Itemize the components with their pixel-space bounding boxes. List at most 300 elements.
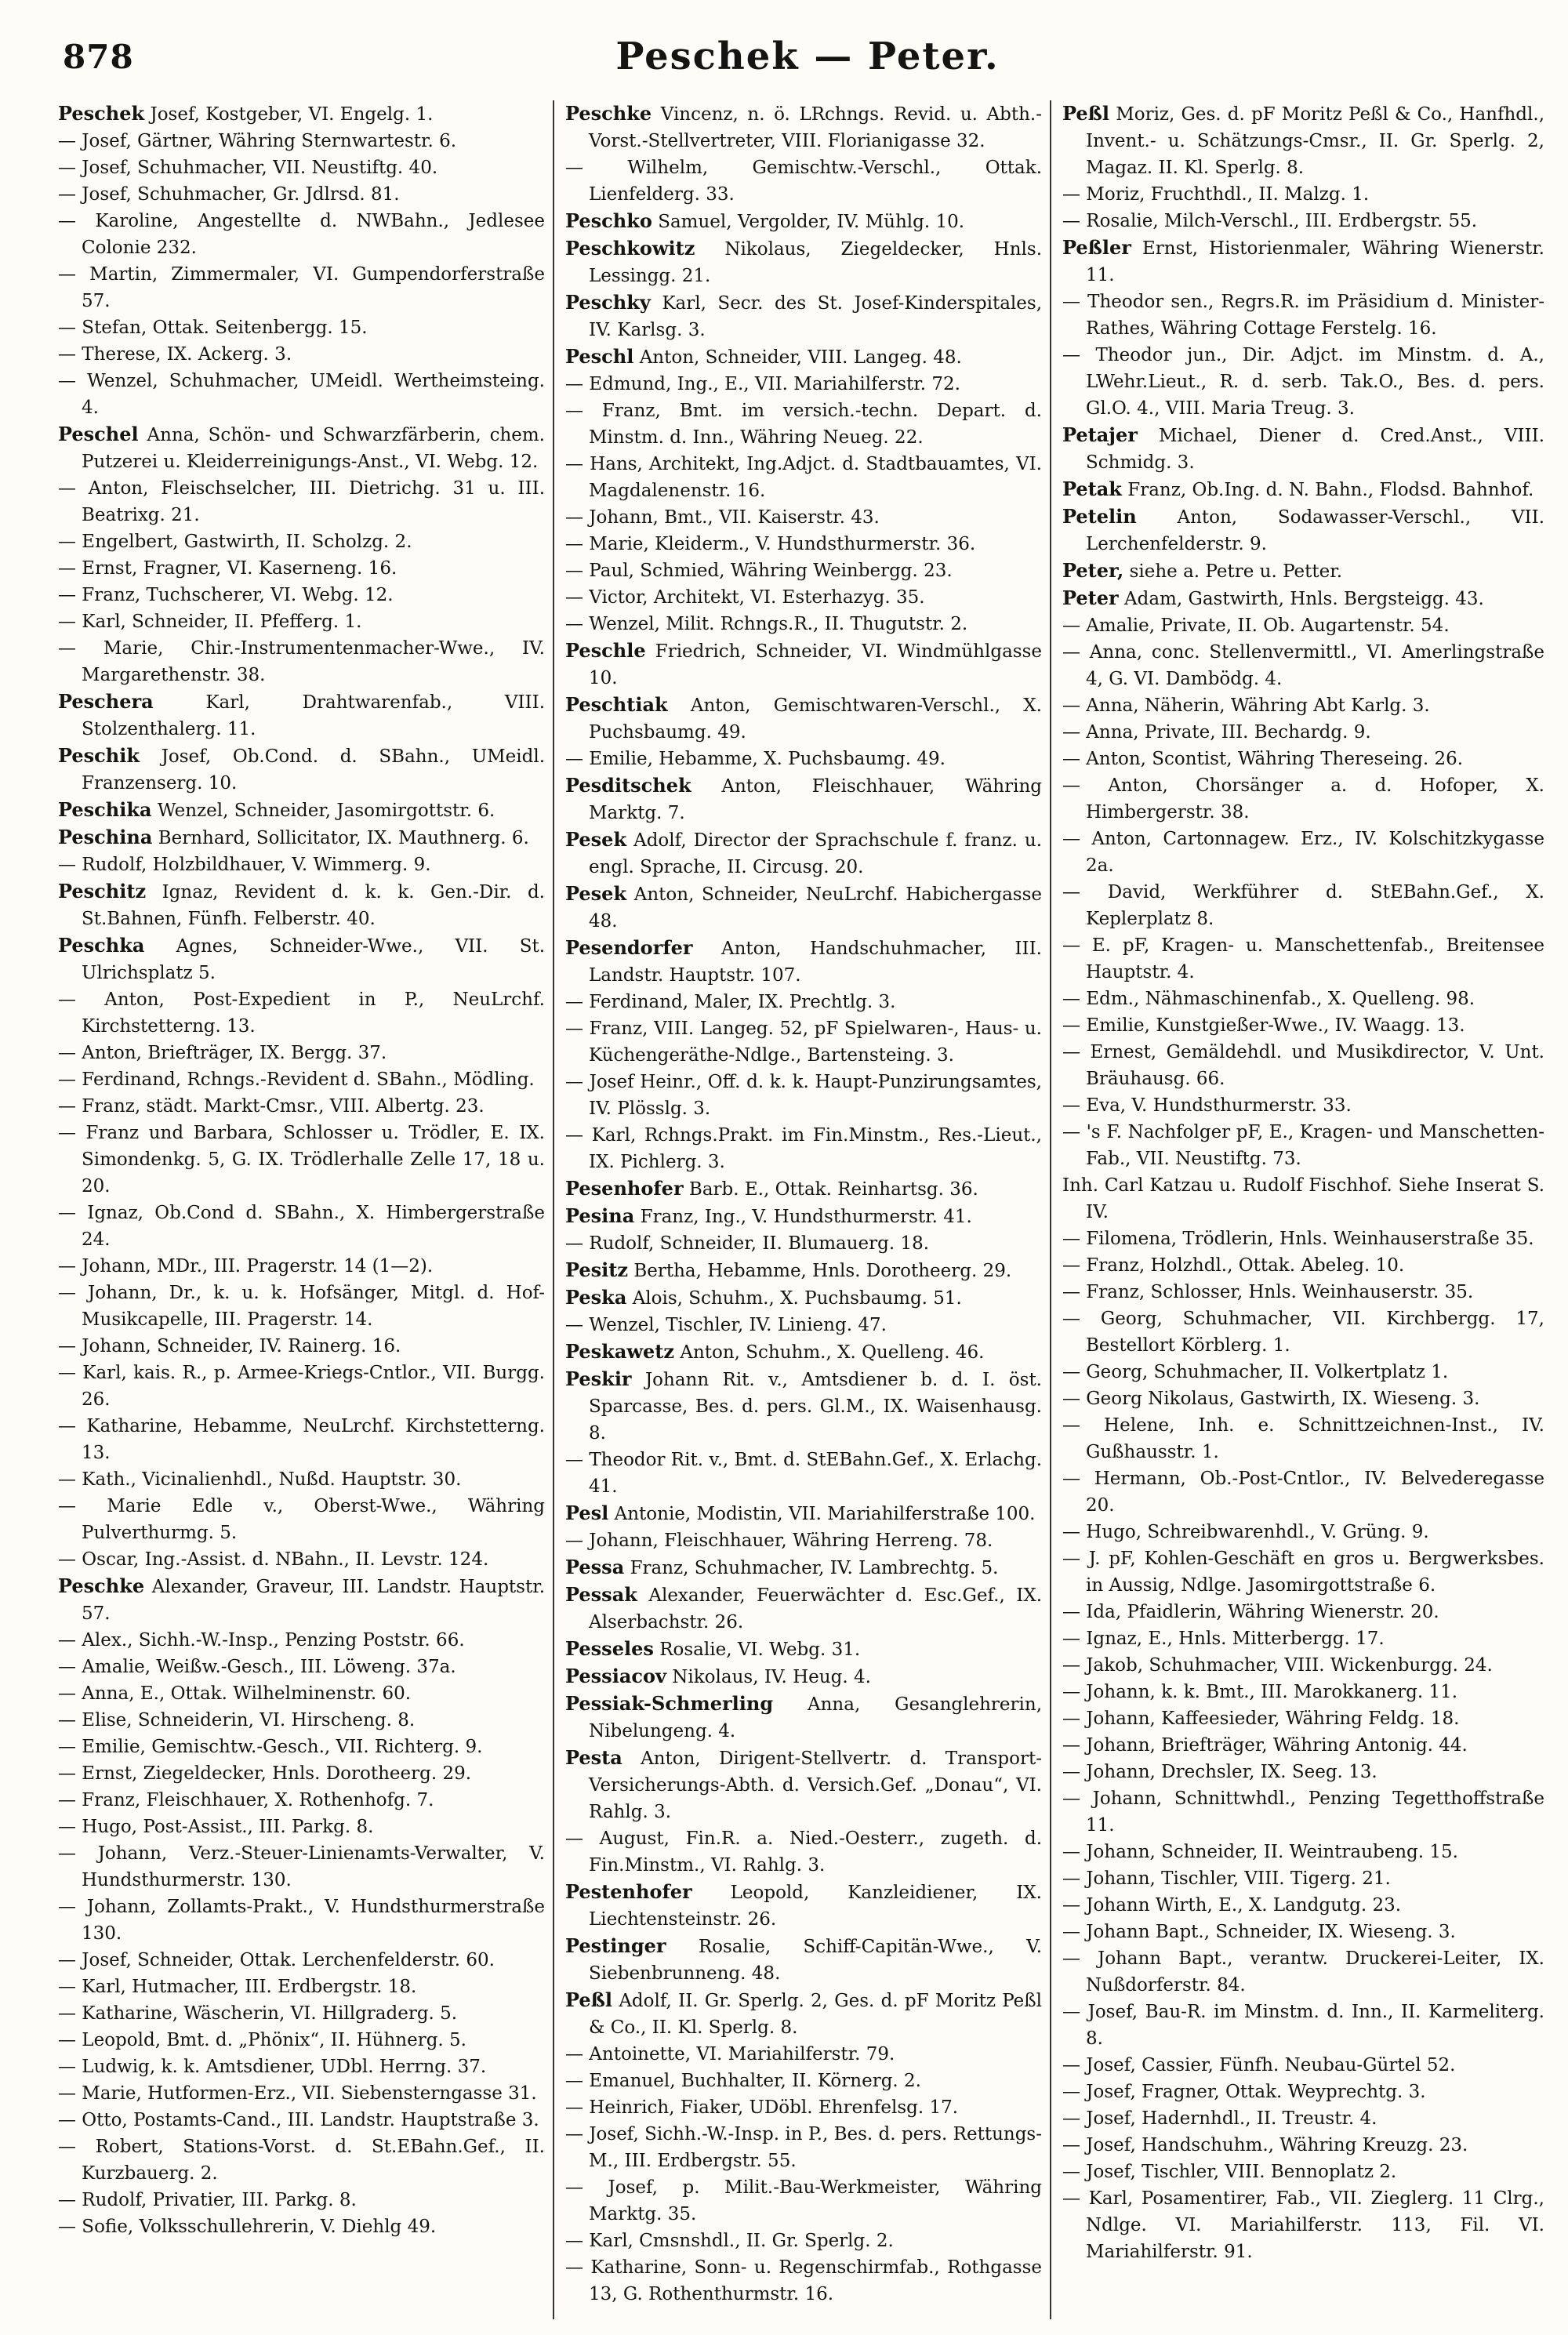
entry-text: Adolf, Director der Sprachschule f. franz. u. engl. Sprache, II. Circusg. 20. [589, 830, 1043, 877]
entry-text: — Wenzel, Schuhmacher, UMeidl. Wertheimsteing. 4. [58, 371, 545, 418]
directory-entry [565, 1338, 1042, 1366]
entry-surname: Pesendorfer [565, 936, 693, 959]
directory-entry [565, 1500, 1042, 1527]
entry-text: — Marie, Chir.-Instrumentenmacher-Wwe., IV. Margarethenstr. 38. [58, 638, 545, 685]
entry-surname: Pesenhofer [565, 1177, 684, 1200]
directory-entry [565, 611, 1042, 637]
directory-entry [58, 1627, 545, 1654]
entry-surname: Pesek [565, 828, 627, 851]
directory-entry [1062, 1945, 1544, 1999]
directory-entry [1062, 879, 1544, 932]
entry-text: — Johann, Briefträger, Währing Antonig. 44. [1062, 1735, 1468, 1756]
entry-text: — Edm., Nähmaschinenfab., X. Quelleng. 98. [1062, 989, 1475, 1009]
entry-text: — Josef Heinr., Off. d. k. k. Haupt-Punzirungsamtes, IV. Plösslg. 3. [565, 1072, 1042, 1119]
directory-entry [58, 555, 545, 582]
directory-entry [1062, 1839, 1544, 1865]
directory-entry [1062, 1625, 1544, 1652]
directory-entry [58, 1466, 545, 1493]
directory-entry [58, 743, 545, 797]
entry-text: Barb. E., Ottak. Reinhartsg. 36. [688, 1179, 978, 1200]
directory-entry [1062, 692, 1544, 719]
directory-entry [1062, 1279, 1544, 1305]
entry-surname: Petajer [1062, 423, 1138, 446]
entry-text: — Anton, Fleischselcher, III. Dietrichg. 31 u. III. Beatrixg. 21. [58, 478, 545, 525]
directory-entry [58, 2107, 545, 2133]
directory-entry [1062, 1519, 1544, 1545]
entry-text: — Katharine, Hebamme, NeuLrchf. Kirchstetterng. 13. [58, 1416, 545, 1463]
directory-entry [1062, 503, 1544, 557]
entry-text: — Anna, conc. Stellenvermittl., VI. Amerlingstraße 4, G. VI. Dambödg. 4. [1062, 642, 1544, 689]
entry-text: Nikolaus, IV. Heug. 4. [672, 1667, 871, 1687]
directory-entry [565, 772, 1042, 826]
entry-text: — Antoinette, VI. Mariahilferstr. 79. [565, 2044, 895, 2064]
entry-text: Adam, Gastwirth, Hnls. Bergsteigg. 43. [1123, 589, 1484, 609]
entry-text: — Josef, Gärtner, Währing Sternwartestr. 6. [58, 131, 457, 151]
directory-entry [565, 208, 1042, 235]
entry-text: — Johann, Schneider, IV. Rainerg. 16. [58, 1336, 401, 1356]
entry-surname: Peschky [565, 291, 651, 314]
directory-entry [565, 989, 1042, 1015]
entry-text: Antonie, Modistin, VII. Mariahilferstraße 100. [614, 1504, 1036, 1524]
entry-text: — Josef, Hadernhdl., II. Treustr. 4. [1062, 2108, 1377, 2129]
entry-text: — Ernst, Fragner, VI. Kaserneng. 16. [58, 558, 397, 579]
directory-entry [58, 475, 545, 528]
directory-entry [565, 1690, 1042, 1745]
directory-entry [1062, 1039, 1544, 1092]
directory-entry [1062, 1226, 1544, 1252]
directory-entry [58, 314, 545, 341]
entry-text: — Marie Edle v., Oberst-Wwe., Währing Pulverthurmg. 5. [58, 1496, 545, 1543]
entry-text: Anton, Sodawasser-Verschl., VII. Lerchenfelderstr. 9. [1086, 507, 1545, 554]
directory-entry [565, 1366, 1042, 1447]
entry-text: Anton, Schneider, NeuLrchf. Habichergasse 48. [589, 884, 1043, 931]
directory-entry [1062, 612, 1544, 639]
directory-entry [58, 635, 545, 688]
directory-entry [565, 1312, 1042, 1338]
directory-entry [565, 1879, 1042, 1933]
directory-entry [58, 1413, 545, 1466]
directory-entry [58, 208, 545, 261]
directory-entry [1062, 1172, 1544, 1226]
directory-entry [1062, 476, 1544, 503]
entry-text: — Moriz, Fruchthdl., II. Malzg. 1. [1062, 184, 1370, 205]
entry-text: — Karl, kais. R., p. Armee-Kriegs-Cntlor., VII. Burgg. 26. [58, 1363, 545, 1410]
entry-text: Karl, Drahtwarenfab., VIII. Stolzenthalerg. 11. [82, 692, 545, 739]
directory-entry [1062, 1119, 1544, 1172]
entry-text: — Oscar, Ing.-Assist. d. NBahn., II. Levstr. 124. [58, 1549, 489, 1570]
entry-text: — Martin, Zimmermaler, VI. Gumpendorferstraße 57. [58, 264, 545, 311]
entry-text: Johann Rit. v., Amtsdiener b. d. I. öst. Sparcasse, Bes. d. pers. Gl.M., IX. Waisenhausg. 8. [589, 1370, 1042, 1443]
entry-text: — Karl, Rchngs.Prakt. im Fin.Minstm., Res.-Lieut., IX. Pichlerg. 3. [565, 1125, 1042, 1172]
directory-entry [1062, 1252, 1544, 1279]
entry-text: — Rudolf, Schneider, II. Blumauerg. 18. [565, 1233, 930, 1254]
entry-text: — Josef, Sichh.-W.-Insp. in P., Bes. d. pers. Rettungs-M., III. Erdbergstr. 55. [565, 2124, 1042, 2171]
entry-text: — Johann, Schnittwhdl., Penzing Tegetthoffstraße 11. [1062, 1788, 1544, 1836]
entry-text: — Engelbert, Gastwirth, II. Scholzg. 2. [58, 532, 412, 552]
entry-surname: Peschik [58, 744, 140, 767]
entry-text: — Franz und Barbara, Schlosser u. Trödler, E. IX. Simondenkg. 5, G. IX. Trödlerhalle Zelle 17, 18 u. 20. [58, 1123, 545, 1197]
entry-surname: Peschle [565, 639, 646, 662]
entry-text: — August, Fin.R. a. Nied.-Oesterr., zugeth. d. Fin.Minstm., VI. Rahlg. 3. [565, 1828, 1042, 1876]
column-2 [553, 100, 1050, 2319]
directory-entry [565, 235, 1042, 289]
directory-entry [565, 1175, 1042, 1203]
directory-entry [58, 1680, 545, 1707]
directory-entry [565, 2228, 1042, 2254]
directory-entry [58, 1787, 545, 1814]
directory-entry [1062, 2079, 1544, 2105]
directory-entry [1062, 719, 1544, 746]
directory-entry [1062, 1999, 1544, 2052]
directory-entry [58, 2000, 545, 2027]
entry-text: — Johann Bapt., Schneider, IX. Wieseng. 3. [1062, 1922, 1456, 1942]
entry-text: — Franz, VIII. Langeg. 52, pF Spielwaren-, Haus- u. Küchengeräthe-Ndlge., Bartensteing. 3. [565, 1019, 1042, 1066]
entry-surname: Pesitz [565, 1258, 629, 1281]
directory-entry [58, 1093, 545, 1120]
entry-text: — Josef, Cassier, Fünfh. Neubau-Gürtel 52. [1062, 2055, 1456, 2075]
entry-text: Ignaz, Revident d. k. k. Gen.-Dir. d. St.Bahnen, Fünfh. Felberstr. 40. [82, 882, 545, 929]
directory-entry [58, 824, 545, 852]
directory-entry [58, 932, 545, 986]
directory-entry [565, 1015, 1042, 1069]
entry-text: — Georg Nikolaus, Gastwirth, IX. Wieseng. 3. [1062, 1389, 1480, 1409]
entry-text: Nikolaus, Ziegeldecker, Hnls. Lessingg. 21. [589, 239, 1043, 286]
directory-entry [565, 1745, 1042, 1825]
directory-entry [565, 2254, 1042, 2308]
directory-entry [58, 154, 545, 181]
directory-entry [1062, 1305, 1544, 1359]
directory-entry [565, 1636, 1042, 1663]
entry-surname: Peschkowitz [565, 237, 695, 260]
entry-surname: Peskawetz [565, 1340, 675, 1363]
entry-text: — Johann Wirth, E., X. Landgutg. 23. [1062, 1895, 1402, 1916]
directory-entry [58, 582, 545, 608]
directory-entry [565, 935, 1042, 989]
directory-entry [1062, 1359, 1544, 1385]
directory-entry [58, 1493, 545, 1546]
entry-text: — Kath., Vicinalienhdl., Nußd. Hauptstr. 30. [58, 1469, 462, 1490]
directory-entry [1062, 826, 1544, 879]
entry-text: — Rosalie, Milch-Verschl., III. Erdbergstr. 55. [1062, 211, 1478, 231]
running-head: Peschek — Peter. [615, 34, 1000, 78]
directory-entry [565, 398, 1042, 451]
entry-text: Josef, Ob.Cond. d. SBahn., UMeidl. Franzenserg. 10. [82, 746, 546, 793]
directory-entry [58, 1040, 545, 1066]
entry-text: — Emanuel, Buchhalter, II. Körnerg. 2. [565, 2071, 921, 2091]
directory-entry [565, 451, 1042, 504]
entry-text: — Katharine, Wäscherin, VI. Hillgraderg. 5. [58, 2003, 458, 2024]
entry-text: — Hans, Architekt, Ing.Adjct. d. Stadtbauamtes, VI. Magdalenenstr. 16. [565, 454, 1042, 501]
entry-surname: Peschke [58, 1574, 145, 1597]
directory-entry [58, 528, 545, 555]
directory-entry [1062, 2105, 1544, 2132]
directory-entry [565, 1554, 1042, 1581]
entry-surname: Peschek [58, 102, 145, 125]
directory-entry [58, 797, 545, 824]
entry-text: — Josef, Tischler, VIII. Bennoplatz 2. [1062, 2162, 1397, 2182]
entry-surname: Petak [1062, 478, 1122, 500]
entry-surname: Peter, [1062, 559, 1124, 582]
entry-text: siehe a. Petre u. Petter. [1129, 561, 1343, 582]
directory-entry [1062, 208, 1544, 234]
entry-text: — Anton, Chorsänger a. d. Hofoper, X. Himbergerstr. 38. [1062, 775, 1544, 823]
directory-entry [1062, 1865, 1544, 1892]
entry-surname: Pesta [565, 1746, 622, 1769]
entry-text: — Theodor jun., Dir. Adjct. im Minstm. d. A., LWehr.Lieut., R. d. serb. Tak.O., Bes. d. pers. Gl.O. 4., VIII. Maria Treug. 3. [1062, 345, 1544, 419]
directory-entry [565, 2121, 1042, 2174]
directory-entry [565, 2094, 1042, 2121]
directory-entry [565, 1069, 1042, 1122]
entry-surname: Pesl [565, 1502, 609, 1524]
entry-text: — Johann, Kaffeesieder, Währing Feldg. 18. [1062, 1709, 1460, 1729]
entry-text: Franz, Schuhmacher, IV. Lambrechtg. 5. [630, 1558, 999, 1578]
entry-text: Vincenz, n. ö. LRchngs. Revid. u. Abth.-Vorst.-Stellvertreter, VIII. Florianigasse 32. [589, 104, 1042, 151]
entry-text: — Edmund, Ing., E., VII. Mariahilferstr. 72. [565, 374, 960, 394]
directory-entry [565, 154, 1042, 208]
entry-text: — Sofie, Volksschullehrerin, V. Diehlg 49. [58, 2217, 437, 2237]
entry-surname: Pestenhofer [565, 1880, 692, 1903]
directory-entry [58, 1573, 545, 1627]
directory-entry [565, 1825, 1042, 1879]
entry-surname: Peskir [565, 1367, 632, 1390]
directory-entry [565, 1203, 1042, 1230]
entry-text: — Johann, Tischler, VIII. Tigerg. 21. [1062, 1868, 1391, 1889]
directory-entry [565, 637, 1042, 692]
entry-text: — Theodor sen., Regrs.R. im Präsidium d. Minister-Rathes, Währing Cottage Ferstelg. 16. [1062, 292, 1544, 339]
directory-entry [565, 746, 1042, 772]
directory-entry [565, 881, 1042, 935]
directory-entry [565, 1933, 1042, 1987]
column-1 [47, 100, 553, 2319]
directory-entry [565, 1581, 1042, 1636]
entry-text: Bernhard, Sollicitator, IX. Mauthnerg. 6. [158, 828, 529, 848]
entry-text: — Johann, Dr., k. u. k. Hofsänger, Mitgl. d. Hof-Musikcapelle, III. Pragerstr. 14. [58, 1283, 545, 1330]
entry-text: — Marie, Hutformen-Erz., VII. Siebensterngasse 31. [58, 2083, 537, 2104]
entry-text: — Johann, Zollamts-Prakt., V. Hundsthurmerstraße 130. [58, 1897, 545, 1944]
entry-text: — Johann, Fleischhauer, Währing Herreng. 78. [565, 1531, 993, 1551]
directory-entry [58, 1200, 545, 1253]
entry-text: — Johann Bapt., verantw. Druckerei-Leiter, IX. Nußdorferstr. 84. [1062, 1948, 1544, 1995]
directory-entry [565, 1284, 1042, 1312]
entry-surname: Peschina [58, 826, 153, 848]
entry-text: Anton, Schneider, VIII. Langeg. 48. [639, 347, 962, 368]
directory-entry [58, 1974, 545, 2000]
entry-text: — Anton, Post-Expedient in P., NeuLrchf. Kirchstetterng. 13. [58, 990, 545, 1037]
entry-text: — Johann, MDr., III. Pragerstr. 14 (1—2). [58, 1256, 434, 1276]
directory-entry [58, 181, 545, 208]
directory-entry [58, 261, 545, 314]
entry-text: Michael, Diener d. Cred.Anst., VIII. Schmidg. 3. [1086, 426, 1545, 473]
entry-text: — Hugo, Schreibwarenhdl., V. Grüng. 9. [1062, 1522, 1429, 1542]
entry-text: — Anna, Private, III. Bechardg. 9. [1062, 722, 1371, 743]
entry-text: — Georg, Schuhmacher, VII. Kirchbergg. 17, Bestellort Körblerg. 1. [1062, 1309, 1544, 1356]
entry-text: — Ernst, Ziegeldecker, Hnls. Dorotheerg. 29. [58, 1763, 472, 1784]
directory-entry [565, 826, 1042, 881]
directory-entry [565, 1527, 1042, 1554]
directory-entry [58, 1760, 545, 1787]
entry-text: — Franz, Tuchscherer, VI. Webg. 12. [58, 585, 394, 605]
entry-surname: Pessak [565, 1583, 637, 1606]
directory-entry [565, 2068, 1042, 2094]
entry-text: — Filomena, Trödlerin, Hnls. Weinhauserstraße 35. [1062, 1229, 1534, 1249]
page-number: 878 [63, 38, 134, 76]
entry-text: — Franz, städt. Markt-Cmsr., VIII. Albertg. 23. [58, 1096, 485, 1117]
directory-columns [47, 100, 1568, 2319]
entry-text: — Emilie, Gemischtw.-Gesch., VII. Richterg. 9. [58, 1737, 483, 1757]
directory-entry [565, 1230, 1042, 1257]
entry-surname: Pessiacov [565, 1665, 666, 1687]
entry-text: — Robert, Stations-Vorst. d. St.EBahn.Gef., II. Kurzbauerg. 2. [58, 2137, 545, 2184]
directory-entry [565, 557, 1042, 584]
entry-text: — David, Werkführer d. StEBahn.Gef., X. Keplerplatz 8. [1062, 882, 1544, 929]
entry-text: — Josef, p. Milit.-Bau-Werkmeister, Währing Marktg. 35. [565, 2177, 1042, 2224]
entry-text: — Hugo, Post-Assist., III. Parkg. 8. [58, 1817, 374, 1837]
entry-text: Anton, Schuhm., X. Quelleng. 46. [680, 1342, 985, 1363]
directory-entry [1062, 932, 1544, 986]
directory-entry [58, 1546, 545, 1573]
directory-entry [58, 878, 545, 932]
entry-text: — Karl, Posamentirer, Fab., VII. Zieglerg. 11 Clrg., Ndlge. VI. Mariahilferstr. 113, Fil. VI. Mariahilferstr. 91. [1062, 2188, 1544, 2262]
directory-entry [58, 852, 545, 878]
directory-entry [58, 1947, 545, 1974]
entry-surname: Pesseles [565, 1637, 654, 1660]
directory-entry [1062, 342, 1544, 422]
entry-surname: Peschika [58, 798, 152, 821]
entry-text: — Rudolf, Privatier, III. Parkg. 8. [58, 2190, 357, 2210]
entry-text: — Ludwig, k. k. Amtsdiener, UDbl. Herrng. 37. [58, 2057, 487, 2077]
directory-entry [58, 128, 545, 154]
entry-text: — Otto, Postamts-Cand., III. Landstr. Hauptstraße 3. [58, 2110, 539, 2130]
directory-entry [1062, 746, 1544, 772]
directory-entry [1062, 422, 1544, 476]
entry-text: — Josef, Schneider, Ottak. Lerchenfelderstr. 60. [58, 1950, 495, 1970]
entry-text: — Jakob, Schuhmacher, VIII. Wickenburgg. 24. [1062, 1655, 1493, 1676]
entry-text: — Wenzel, Tischler, IV. Linieng. 47. [565, 1315, 887, 1335]
entry-text: — Heinrich, Fiaker, UDöbl. Ehrenfelsg. 17. [565, 2097, 959, 2118]
entry-text: — Leopold, Bmt. d. „Phönix“, II. Hühnerg. 5. [58, 2030, 466, 2050]
entry-text: — Wenzel, Milit. Rchngs.R., II. Thugutstr. 2. [565, 614, 968, 634]
entry-text: — Ferdinand, Rchngs.-Revident d. SBahn., Mödling. [58, 1069, 535, 1090]
directory-entry [565, 100, 1042, 154]
entry-text: — Rudolf, Holzbildhauer, V. Wimmerg. 9. [58, 855, 431, 875]
entry-text: — Eva, V. Hundsthurmerstr. 33. [1062, 1095, 1352, 1116]
directory-entry [58, 2213, 545, 2240]
directory-entry [1062, 1785, 1544, 1839]
entry-text: Franz, Ing., V. Hundsthurmerstr. 41. [640, 1207, 972, 1227]
entry-surname: Peschitz [58, 880, 147, 902]
entry-text: Adolf, II. Gr. Sperlg. 2, Ges. d. pF Moritz Peßl & Co., II. Kl. Sperlg. 8. [589, 1991, 1043, 2038]
entry-text: — Georg, Schuhmacher, II. Volkertplatz 1. [1062, 1362, 1449, 1382]
entry-text: Anna, Schön- und Schwarzfärberin, chem. Putzerei u. Kleiderreinigungs-Anst., VI. Webg. 12. [82, 425, 545, 472]
entry-text: Samuel, Vergolder, IV. Mühlg. 10. [658, 212, 965, 232]
entry-text: Leopold, Kanzleidiener, IX. Liechtensteinstr. 26. [589, 1883, 1042, 1930]
directory-entry [1062, 639, 1544, 692]
entry-surname: Pessa [565, 1556, 625, 1578]
entry-text: Alexander, Graveur, III. Landstr. Hauptstr. 57. [82, 1577, 546, 1624]
directory-entry [565, 1122, 1042, 1175]
entry-text: Anton, Dirigent-Stellvertr. d. Transport-Versicherungs-Abth. d. Versich.Gef. „Donau“, VI. Rahlg. 3. [589, 1749, 1042, 1822]
directory-entry [1062, 1705, 1544, 1732]
entry-text: — Theodor Rit. v., Bmt. d. StEBahn.Gef., X. Erlachg. 41. [565, 1450, 1042, 1497]
directory-entry [58, 2133, 545, 2187]
entry-text: — Josef, Handschuhm., Währing Kreuzg. 23. [1062, 2135, 1468, 2155]
entry-surname: Peschl [565, 345, 634, 368]
entry-surname: Pesek [565, 882, 627, 905]
entry-text: — Josef, Schuhmacher, VII. Neustiftg. 40. [58, 158, 438, 178]
entry-text: — Johann, Drechsler, IX. Seeg. 13. [1062, 1762, 1377, 1782]
directory-entry [58, 688, 545, 743]
entry-surname: Peschel [58, 423, 139, 445]
entry-text: Josef, Kostgeber, VI. Engelg. 1. [150, 104, 434, 125]
directory-entry [1062, 181, 1544, 208]
entry-text: Inh. Carl Katzau u. Rudolf Fischhof. Siehe Inserat S. IV. [1062, 1175, 1544, 1222]
directory-entry [1062, 289, 1544, 342]
entry-text: Franz, Ob.Ing. d. N. Bahn., Flodsd. Bahnhof. [1127, 480, 1534, 500]
entry-surname: Peßler [1062, 236, 1131, 259]
entry-text: — E. pF, Kragen- u. Manschettenfab., Breitensee Hauptstr. 4. [1062, 935, 1544, 982]
entry-text: — Josef, Schuhmacher, Gr. Jdlrsd. 81. [58, 184, 400, 205]
entry-text: Anna, Gesanglehrerin, Nibelungeng. 4. [589, 1694, 1042, 1741]
directory-entry [58, 1333, 545, 1360]
entry-text: — Helene, Inh. e. Schnittzeichnen-Inst., IV. Gußhausstr. 1. [1062, 1415, 1544, 1462]
directory-entry [1062, 585, 1544, 612]
entry-text: Rosalie, Schiff-Capitän-Wwe., V. Siebenbrunneng. 48. [589, 1937, 1043, 1984]
directory-entry [565, 1447, 1042, 1500]
directory-entry [1062, 2185, 1544, 2265]
directory-entry [565, 584, 1042, 611]
directory-entry [1062, 1545, 1544, 1599]
directory-entry [58, 608, 545, 635]
directory-entry [1062, 2159, 1544, 2185]
entry-text: — Marie, Kleiderm., V. Hundsthurmerstr. 36. [565, 534, 976, 554]
directory-entry [1062, 1412, 1544, 1465]
entry-surname: Pestinger [565, 1934, 666, 1957]
directory-entry [1062, 1732, 1544, 1759]
directory-entry [565, 504, 1042, 531]
directory-entry [1062, 986, 1544, 1012]
directory-entry [58, 2187, 545, 2213]
entry-text: Agnes, Schneider-Wwe., VII. St. Ulrichsplatz 5. [82, 936, 546, 983]
entry-text: — Franz, Holzhdl., Ottak. Abeleg. 10. [1062, 1255, 1405, 1276]
entry-text: — Emilie, Kunstgießer-Wwe., IV. Waagg. 13. [1062, 1015, 1465, 1036]
entry-text: — Josef, Bau-R. im Minstm. d. Inn., II. Karmeliterg. 8. [1062, 2002, 1544, 2049]
entry-surname: Peska [565, 1286, 627, 1309]
directory-entry [1062, 1012, 1544, 1039]
entry-text: — J. pF, Kohlen-Geschäft en gros u. Bergwerksbes. in Aussig, Ndlge. Jasomirgottstraße 6. [1062, 1549, 1544, 1596]
entry-text: — Hermann, Ob.-Post-Cntlor., IV. Belvederegasse 20. [1062, 1469, 1544, 1516]
directory-entry [565, 531, 1042, 557]
directory-entry [1062, 772, 1544, 826]
entry-surname: Peschera [58, 690, 154, 713]
directory-entry [1062, 1465, 1544, 1519]
directory-entry [58, 1253, 545, 1280]
entry-text: — Franz, Schlosser, Hnls. Weinhauserstr. 35. [1062, 1282, 1474, 1302]
directory-entry [58, 1066, 545, 1093]
entry-text: Anton, Handschuhmacher, III. Landstr. Hauptstr. 107. [589, 939, 1042, 986]
entry-text: Karl, Secr. des St. Josef-Kinderspitales, IV. Karlsg. 3. [589, 293, 1043, 340]
entry-text: — Victor, Architekt, VI. Esterhazyg. 35. [565, 587, 925, 608]
page-header [47, 31, 1568, 102]
entry-text: — Ferdinand, Maler, IX. Prechtlg. 3. [565, 992, 896, 1012]
entry-text: — Emilie, Hebamme, X. Puchsbaumg. 49. [565, 749, 946, 769]
directory-entry [565, 692, 1042, 746]
directory-entry [58, 1814, 545, 1840]
directory-entry [58, 986, 545, 1040]
directory-entry [1062, 2052, 1544, 2079]
directory-entry [1062, 2132, 1544, 2159]
entry-text: — Johann, Verz.-Steuer-Linienamts-Verwalter, V. Hundsthurmerstr. 130. [58, 1843, 545, 1890]
entry-surname: Pessiak-Schmerling [565, 1692, 774, 1715]
